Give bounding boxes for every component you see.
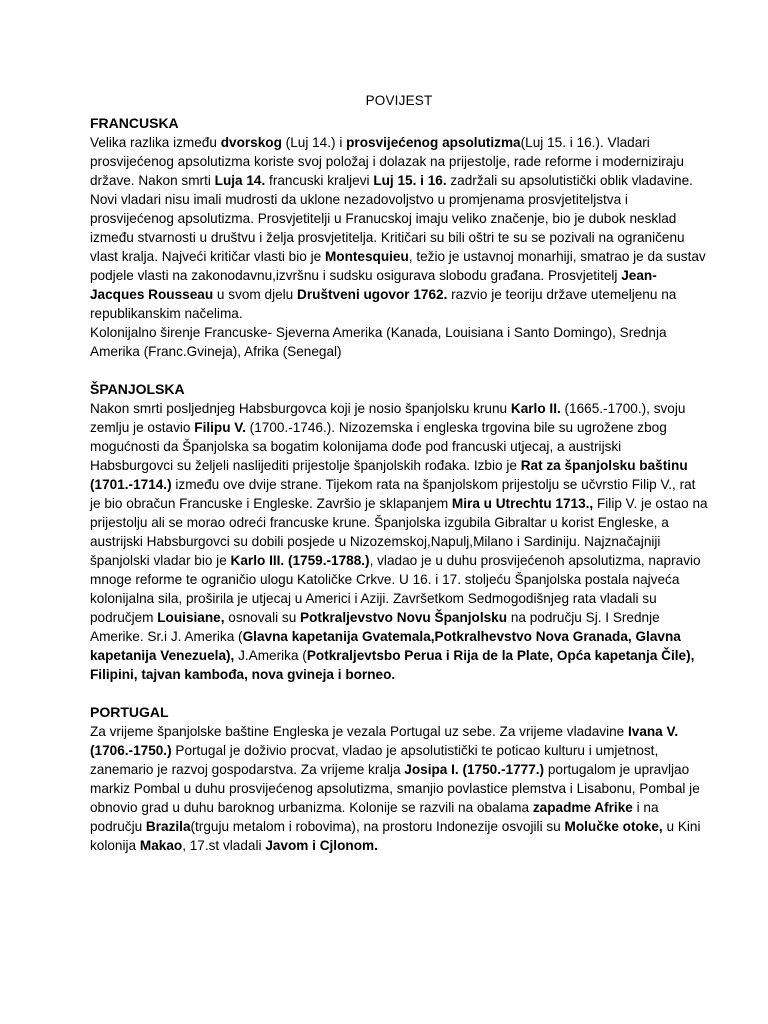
section-francuska xyxy=(90,114,708,361)
section-heading: PORTUGAL xyxy=(90,704,169,720)
bold-text-run: Filipu V. xyxy=(194,420,246,435)
text-run: (Luj 14.) i xyxy=(281,135,347,150)
text-run: Kolonijalno širenje Francuske- Sjeverna Amerika (Kanada, Louisiana i Santo Domingo), Srednja Amerika (Franc.Gvineja), Afrika (Senegal) xyxy=(90,325,667,359)
bold-text-run: Luja 14. xyxy=(214,173,266,188)
text-run: osnovali su xyxy=(224,610,301,625)
bold-text-run: Potkraljevstvo Novu Španjolsku xyxy=(300,610,508,625)
text-run: , 17.st vladali xyxy=(182,838,266,853)
text-run: (trguju metalom i robovima), na prostoru Indonezije osvojili su xyxy=(190,819,565,834)
bold-text-run: Potkraljevtsbo Perua i Rija de la Plate, Opća kapetanja Čile), Filipini, tajvan kambođa, nova gvineja i borneo. xyxy=(90,648,695,682)
text-run: Nakon smrti posljednjeg Habsburgovca koji je nosio španjolsku krunu xyxy=(90,401,511,416)
paragraph xyxy=(90,722,708,855)
bold-text-run: Jean-Jacques Rousseau xyxy=(90,268,657,302)
bold-text-run: Rat za španjolsku baštinu (1701.-1714.) xyxy=(90,458,688,492)
text-run: francuski kraljevi xyxy=(265,173,374,188)
bold-text-run: Javom i Cjlonom. xyxy=(265,838,378,853)
paragraph xyxy=(90,399,708,684)
bold-text-run: Makao xyxy=(139,838,183,853)
text-run: Velika razlika između xyxy=(90,135,221,150)
bold-text-run: Josipa I. (1750.-1777.) xyxy=(404,762,545,777)
text-run: (Luj 15. i 16.). Vladari prosvijećenog apsolutizma koriste svoj položaj i dolazak na prijestolje, rade reforme i moderniziraju države. Nakon smrti xyxy=(90,135,684,188)
bold-text-run: Louisiane, xyxy=(157,610,225,625)
bold-text-run: Društveni ugovor 1762. xyxy=(297,287,448,302)
section-heading: ŠPANJOLSKA xyxy=(90,381,185,397)
bold-text-run: Karlo III. (1759.-1788.) xyxy=(230,553,370,568)
bold-text-run: Mira u Utrechtu 1713., xyxy=(451,496,594,511)
text-run: J.Amerika ( xyxy=(234,648,307,663)
text-run: portugalom je upravljao markiz Pombal u duhu prosvijećenog apsolutizma, smanjio povlastice plemstva i Lisabonu, Pombal je obnovio grad u duhu baroknog urbanizma. Kolonije se razvili na obalama xyxy=(90,762,700,815)
text-run: zadržali su apsolutistički oblik vladavine. Novi vladari nisu imali mudrosti da uklone nezadovoljstvo u promjenama prosvjetiteljstva i prosvijećenog apsolutizma. Prosvjetitelji u Franucskoj imaju veliko značenje, bio je dubok nesklad između stvarnosti u društvu i želja prosvjetitelja. Kritičari su bili oštri te su se pozivali na ograničenu vlast kralja. Najveći kritičar vlasti bio je xyxy=(90,173,693,264)
text-run: u svom djelu xyxy=(213,287,298,302)
document-body xyxy=(90,114,708,855)
section-portugal xyxy=(90,703,708,855)
bold-text-run: Luj 15. i 16. xyxy=(373,173,447,188)
text-run: i na području xyxy=(90,800,659,834)
section-spanjolska xyxy=(90,380,708,684)
bold-text-run: Montesquieu xyxy=(324,249,409,264)
text-run: (1700.-1746.). Nizozemska i engleska trgovina bile su ugrožene zbog mogućnosti da Španjolska sa bogatim kolonijama dođe pod francuski utjecaj, a austrijski Habsburgovci su željeli naslijediti prijestolje španjolskih rođaka. Izbio je xyxy=(90,420,667,473)
bold-text-run: Ivana V. (1706.-1750.) xyxy=(90,724,679,758)
text-run: , vladao je u duhu prosvijećenoh apsolutizma, napravio mnoge reforme te ograničio ulogu Katoličke Crkve. U 16. i 17. stoljeću Španjolska postala najveća kolonijalna sila, proširila je utjecaj u Americi i Aziji. Završetkom Sedmogodišnjeg rata vladali su područjem xyxy=(90,553,701,625)
bold-text-run: dvorskog xyxy=(220,135,282,150)
bold-text-run: zapadme Afrike xyxy=(532,800,633,815)
bold-text-run: Glavna kapetanija Gvatemala,Potkralhevstvo Nova Granada, Glavna kapetanija Venezuela), xyxy=(90,629,681,663)
section-heading: FRANCUSKA xyxy=(90,115,179,131)
text-run: (1665.-1700.), svoju zemlju je ostavio xyxy=(90,401,686,435)
text-run: na području Sj. I Srednje Amerike. Sr.i J. Amerika ( xyxy=(90,610,660,644)
text-run: Za vrijeme španjolske baštine Engleska je vezala Portugal uz sebe. Za vrijeme vladavine xyxy=(90,724,628,739)
text-run: Filip V. je ostao na prijestolju ali se morao odreći francuske krune. Španjolska izgubila Gibraltar u korist Engleske, a austrijski Habsburgovci su dobili posjede u Nizozemskoj,Napulj,Milano i Sardiniju. Najznačajniji španjolski vladar bio je xyxy=(90,496,708,568)
text-run: , težio je ustavnoj monarhiji, smatrao je da sustav podjele vlasti na zakonodavnu,izvršnu i sudsku osigurava slobodu građana. Prosvjetitelj xyxy=(90,249,706,283)
text-run: u Kini kolonija xyxy=(90,819,701,853)
paragraph xyxy=(90,323,708,361)
document-title: POVIJEST xyxy=(365,93,433,108)
text-run: Portugal je doživio procvat, vladao je apsolutistički te poticao kulturu i umjetnost, zanemario je razvoj gospodarstva. Za vrijeme kralja xyxy=(90,743,659,777)
bold-text-run: Molučke otoke, xyxy=(564,819,663,834)
text-run: između ove dvije strane. Tijekom rata na španjolskom prijestolju se učvrstio Filip V., rat je bio obračun Francuske i Engleske. Završio je sklapanjem xyxy=(90,477,696,511)
bold-text-run: Brazila xyxy=(145,819,191,834)
paragraph xyxy=(90,133,708,323)
bold-text-run: prosvijećenog apsolutizma xyxy=(346,135,521,150)
text-run: razvio je teoriju države utemeljenu na republikanskim načelima. xyxy=(90,287,677,321)
bold-text-run: Karlo II. xyxy=(510,401,561,416)
